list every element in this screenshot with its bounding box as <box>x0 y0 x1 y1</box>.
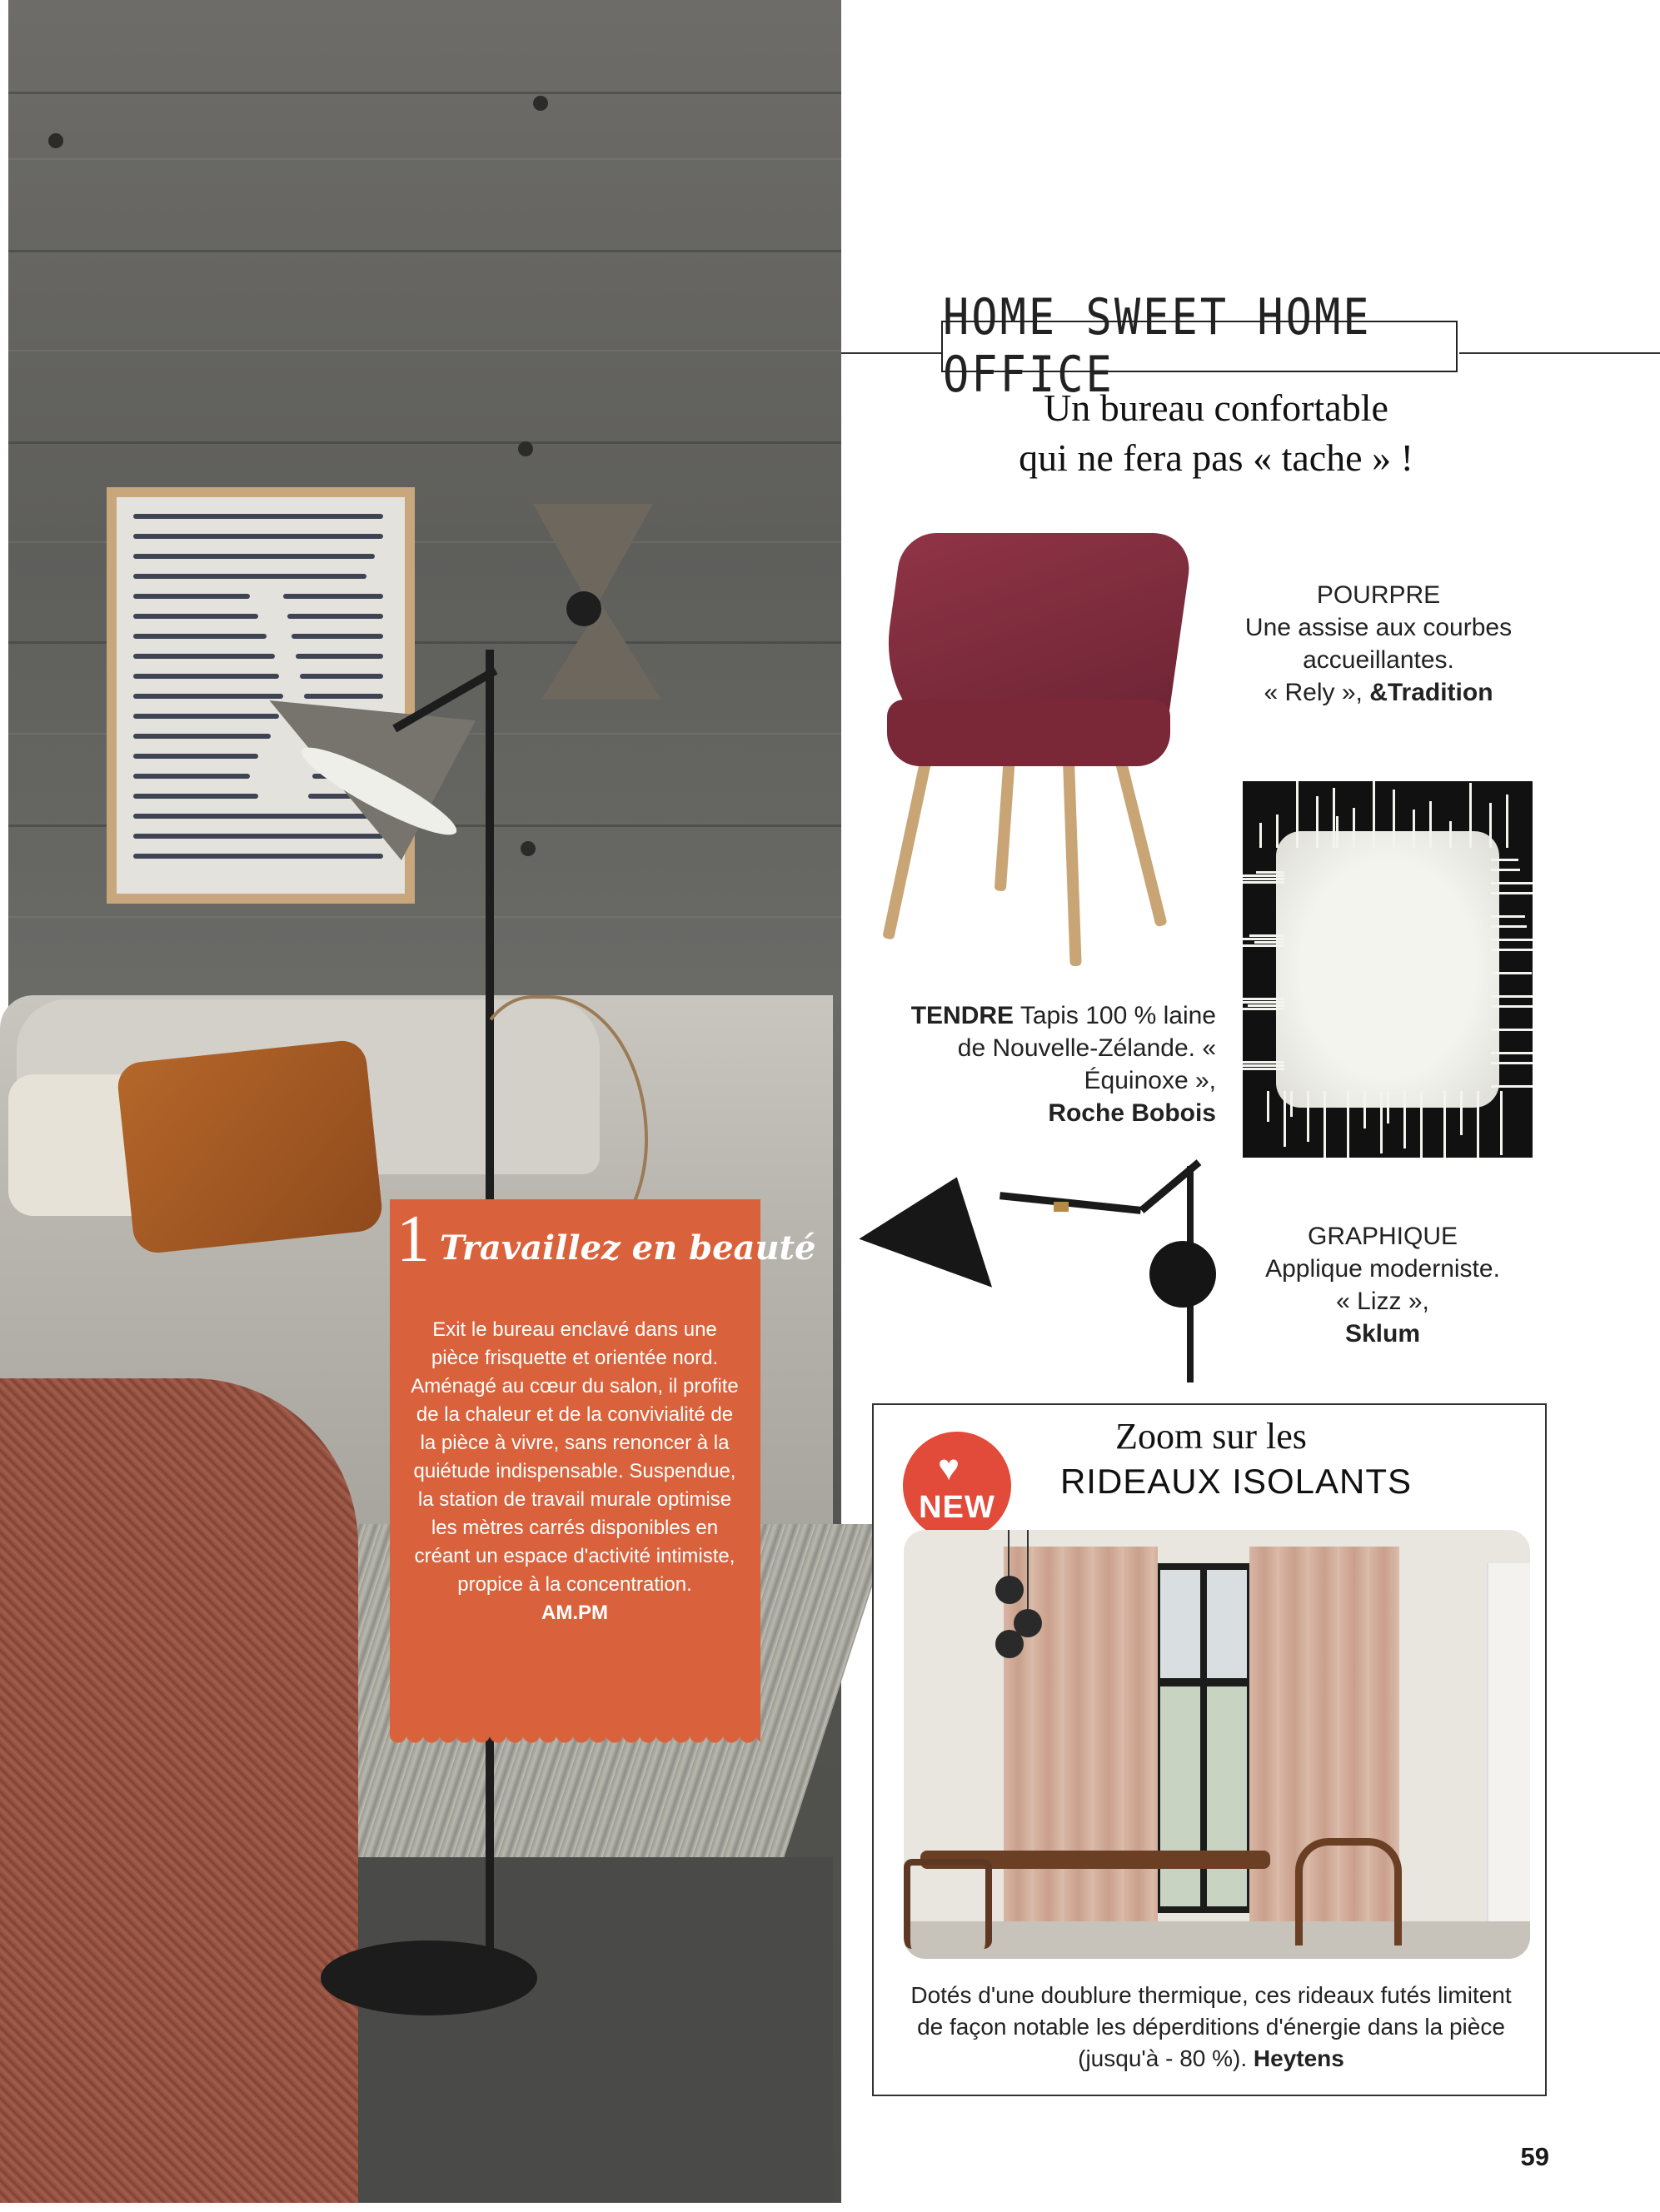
product-label: GRAPHIQUE <box>1307 1223 1458 1250</box>
wall-lamp-shade <box>859 1153 1023 1288</box>
product-brand: Sklum <box>1344 1320 1421 1348</box>
product-name-brand <box>1216 676 1541 709</box>
floor-lamp-base <box>321 1940 537 2015</box>
new-badge-label: NEW <box>919 1490 995 1525</box>
rug-pattern-ray <box>1491 972 1532 974</box>
header-rule-left <box>841 352 941 354</box>
wall-sconce-mount <box>566 591 601 626</box>
rug-pattern-ray <box>1491 949 1533 951</box>
rug-pattern-ray <box>1491 1029 1533 1031</box>
rug-pattern-ray <box>1316 796 1319 848</box>
rug-pattern-ray <box>1491 1052 1533 1054</box>
product-name: « Rely », <box>1264 679 1363 706</box>
rug-pattern-ray <box>1243 878 1284 880</box>
rug-pattern-ray <box>1491 882 1533 884</box>
rug-pattern-ray <box>1491 939 1533 941</box>
zoom-title: Zoom sur les <box>1115 1416 1307 1457</box>
orange-cushion <box>116 1039 384 1255</box>
pendant-lamp <box>995 1630 1024 1658</box>
product-label: TENDRE <box>910 1002 1014 1029</box>
rug-pattern-ray <box>1259 823 1262 848</box>
rug-pattern-ray <box>1506 795 1508 848</box>
feature-body-text: Exit le bureau enclavé dans une pièce frisquette et orientée nord. Aménagé au cœur du salon, il profite de la chaleur et de la convivialité de la pièce à vivre, sans renoncer à la quiétude indispensable. Suspendue, la station de travail murale optimise les mètres carrés disponibles en créant un espace d'activité intimiste, propice à la concentration. <box>411 1318 739 1596</box>
rug-pattern-ray <box>1324 1091 1326 1158</box>
wall-lamp-brass-joint <box>1054 1202 1069 1212</box>
rug-pattern-ray <box>1243 1064 1284 1067</box>
rug-pattern-ray <box>1243 938 1284 940</box>
zoom-brand: Heytens <box>1253 2045 1344 2071</box>
rug-pattern-ray <box>1243 1001 1284 1004</box>
wall-sconce-bottom <box>541 604 661 700</box>
rug-pattern-ray <box>1491 925 1527 928</box>
rug-pattern-ray <box>1249 934 1284 937</box>
rug-pattern-ray <box>1420 1091 1423 1158</box>
rug-pattern-ray <box>1243 1061 1284 1064</box>
rug-pattern-ray <box>1243 881 1284 884</box>
feature-tag <box>390 1199 816 1734</box>
product-label: POURPRE <box>1316 581 1441 609</box>
dining-chair-left <box>904 1859 992 1949</box>
product-caption-rug <box>908 999 1216 1129</box>
product-description: Une assise aux courbes accueillantes. <box>1244 614 1513 674</box>
new-badge <box>903 1432 1011 1540</box>
rug-pattern-ray <box>1307 1091 1309 1142</box>
rug-pattern-ray <box>1267 1091 1269 1122</box>
rug-pattern-ray <box>1336 816 1338 848</box>
product-caption-chair <box>1216 579 1541 709</box>
rug-pattern-ray <box>1380 1091 1383 1153</box>
product-name: « Équinoxe », <box>1084 1034 1216 1094</box>
rug-pattern-ray <box>1256 871 1284 874</box>
section-title: HOME SWEET HOME OFFICE <box>943 289 1372 404</box>
rug-pattern-ray <box>1491 859 1518 861</box>
dining-chair-right <box>1295 1838 1402 1945</box>
rug-pattern-ray <box>1403 1091 1406 1148</box>
header-rule-right <box>1459 352 1660 354</box>
section-title-box <box>941 289 1458 404</box>
feature-brand: AM.PM <box>541 1602 608 1624</box>
rug-pattern-ray <box>1500 1091 1503 1155</box>
product-name: « Lizz », <box>1336 1288 1429 1315</box>
curtains-room-photo <box>904 1530 1530 1959</box>
rug-pattern-ray <box>1243 1068 1284 1070</box>
pendant-lamp <box>995 1576 1024 1604</box>
rug-pattern-ray <box>1491 869 1520 871</box>
rug-pattern-ray <box>1491 1005 1533 1008</box>
rug-pattern-ray <box>1373 781 1375 848</box>
subtitle-line-1: Un bureau confortable <box>1044 386 1388 429</box>
rug-pattern-ray <box>1429 801 1432 848</box>
rug-pattern-ray <box>1353 808 1355 848</box>
zoom-subtitle: RIDEAUX ISOLANTS <box>1059 1462 1413 1501</box>
product-brand: Roche Bobois <box>1048 1099 1216 1127</box>
page-number: 59 <box>1520 2142 1549 2171</box>
tag-scalloped-edge <box>390 1734 760 1749</box>
room-shelf <box>1487 1563 1530 1959</box>
zoom-description-text: Dotés d'une doublure thermique, ces rideaux futés limitent de façon notable les déperditions d'énergie dans la pièce (jusqu'à - 80 %). <box>910 1982 1512 2071</box>
rug-pattern-ray <box>1284 1091 1286 1147</box>
rug-pattern-ray <box>1276 815 1279 848</box>
rug-product-image <box>1243 781 1533 1158</box>
subtitle-line-2: qui ne fera pas « tache » ! <box>1019 436 1413 479</box>
rug-pattern-ray <box>1460 1091 1463 1135</box>
rug-pattern-ray <box>1477 1091 1479 1158</box>
product-brand: &Tradition <box>1369 679 1493 706</box>
rug-pattern-ray <box>1491 1062 1533 1064</box>
product-description: Applique moderniste. <box>1265 1255 1500 1283</box>
rug-pattern-ray <box>1469 783 1472 848</box>
feature-number: 1 <box>396 1203 430 1276</box>
rug-pattern-ray <box>1443 1091 1446 1158</box>
product-caption-lamp <box>1241 1220 1524 1350</box>
rug-pattern-ray <box>1491 892 1533 894</box>
rug-pattern-ray <box>1413 810 1415 848</box>
rug-pattern-ray <box>1491 915 1525 918</box>
rug-pattern-ray <box>1347 1091 1349 1158</box>
room-floor <box>904 1921 1530 1959</box>
patterned-armchair <box>0 1378 358 2203</box>
rug-pattern-ray <box>1296 781 1299 848</box>
wall-lamp-mount <box>1149 1241 1216 1308</box>
rug-pattern-ray <box>1290 1091 1293 1117</box>
feature-title: Travaillez en beauté <box>440 1228 816 1268</box>
rug-pattern-ray <box>1363 1091 1366 1128</box>
heart-icon: ♥ <box>938 1447 960 1488</box>
rug-pattern-ray <box>1254 941 1284 944</box>
feature-body <box>408 1316 741 1627</box>
chair-seat <box>887 700 1170 766</box>
rug-pattern-ray <box>1491 1085 1533 1088</box>
rug-pattern-ray <box>1491 995 1533 998</box>
rug-pattern-ray <box>1243 874 1284 877</box>
rug-pattern-ray <box>1489 803 1492 848</box>
rug-pattern-ray <box>1243 944 1284 947</box>
zoom-box <box>872 1403 1547 2096</box>
rug-pattern-ray <box>1248 1004 1284 1007</box>
rug-pattern-ray <box>1449 821 1452 848</box>
zoom-description <box>899 1980 1523 2075</box>
rug-pattern-ray <box>1243 1008 1284 1010</box>
article-subtitle <box>883 383 1549 483</box>
rug-pattern-ray <box>1333 788 1335 848</box>
rug-pattern-ray <box>1243 998 1284 1000</box>
rug-pattern-ray <box>1393 790 1395 848</box>
product-description: Tapis 100 % laine de Nouvelle-Zélande. <box>957 1002 1216 1062</box>
rug-pattern-ray <box>1387 1091 1389 1123</box>
